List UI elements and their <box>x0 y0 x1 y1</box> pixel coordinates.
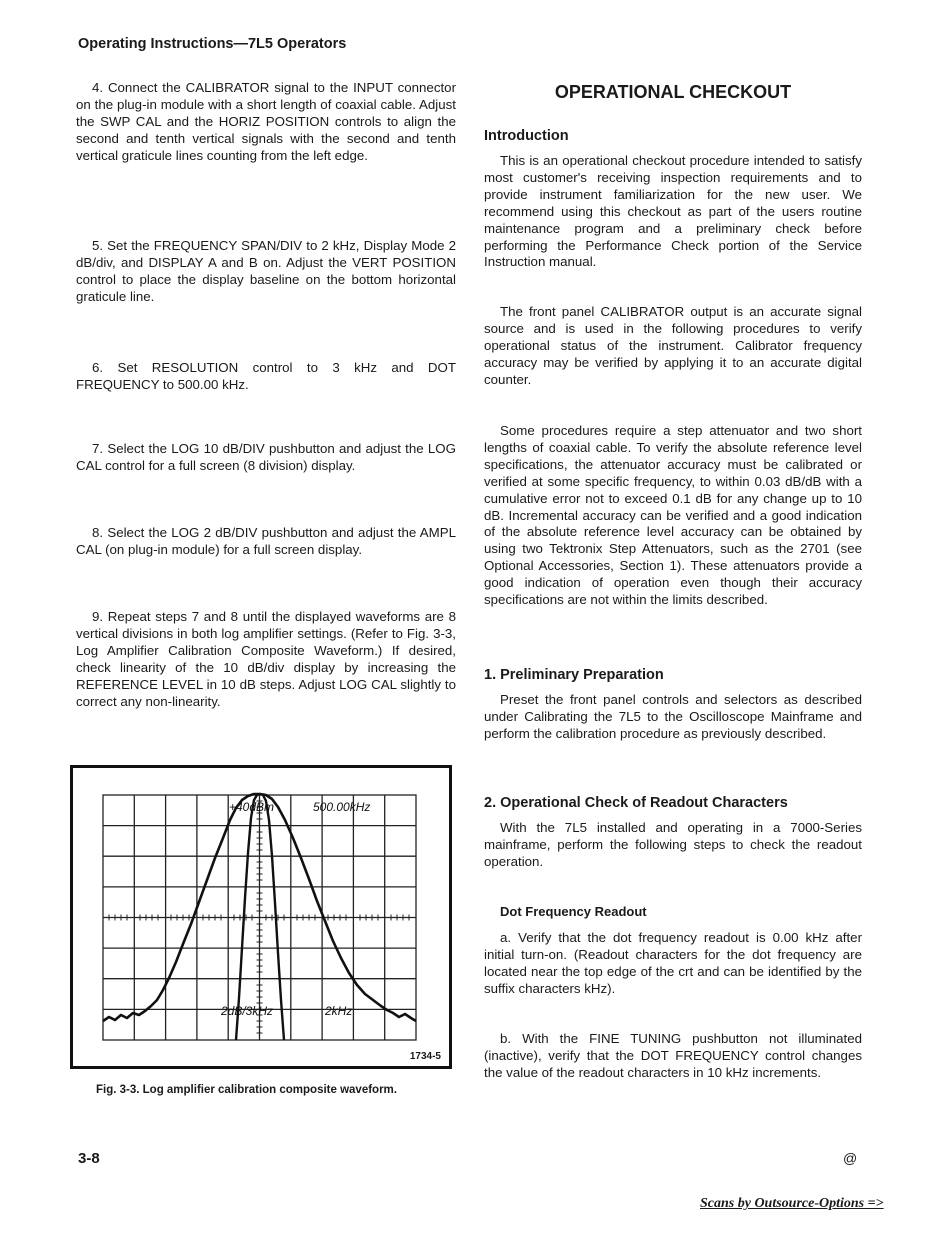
figure-number: 1734-5 <box>409 1051 441 1062</box>
dot-frequency-heading: Dot Frequency Readout <box>500 904 647 919</box>
left-step-4: 4. Connect the CALIBRATOR signal to the INPUT connector on the plug-in module with a short length of coaxial cable. Adjust the SWP CAL and the HORIZ POSITION controls to align the second and tenth vertical signals with the second and tenth vertical graticule lines counting from the left edge. <box>76 80 456 163</box>
section-2-text: With the 7L5 installed and operating in a 7000-Series mainframe, perform the following steps to check the readout operation. <box>484 820 862 869</box>
annotation-dot-frequency: 500.00kHz <box>313 800 371 814</box>
crt-graticule <box>73 768 449 1066</box>
introduction-paragraph-2: The front panel CALIBRATOR output is an accurate signal source and is used in the following procedures to verify operational status of the instrument. Calibrator frequency accuracy may be verified by applying it to an accurate digital counter. <box>484 304 862 387</box>
footer-symbol: @ <box>843 1150 858 1166</box>
introduction-paragraph-3: Some procedures require a step attenuator and two short lengths of coaxial cable. To verify the absolute reference level specifications, the attenuator accuracy must be calibrated or verified at some specific frequency, to within 0.03 dB/dB with a cumulative error not to exceed 0.1 dB for any change up to 10 dB. Incremental accuracy can be verified and a good indication of the absolute reference level accuracy can be obtained by using two Tektronix Step Attenuators, such as the 2701 (see Optional Accessories, Section 1). These attenuators provide a good indication of operation even though their accuracy specifications are not within the limits described. <box>484 423 862 608</box>
left-step-8: 8. Select the LOG 2 dB/DIV pushbutton and adjust the AMPL CAL (on plug-in module) for a full screen display. <box>76 525 456 557</box>
running-header: Operating Instructions—7L5 Operators <box>78 36 347 52</box>
annotation-reference-level: +40dBm <box>229 800 275 814</box>
section-2-heading: 2. Operational Check of Readout Characters <box>484 795 788 811</box>
left-step-6: 6. Set RESOLUTION control to 3 kHz and DOT FREQUENCY to 500.00 kHz. <box>76 360 456 392</box>
page-number: 3-8 <box>78 1150 100 1167</box>
introduction-heading: Introduction <box>484 128 569 144</box>
step-b-text: b. With the FINE TUNING pushbutton not illuminated (inactive), verify that the DOT FREQUENCY control changes the value of the readout characters in 10 kHz increments. <box>484 1031 862 1080</box>
left-step-5: 5. Set the FREQUENCY SPAN/DIV to 2 kHz, Display Mode 2 dB/div, and DISPLAY A and B on. Adjust the VERT POSITION control to place the display baseline on the bottom horizontal graticule line. <box>76 238 456 304</box>
page-title: OPERATIONAL CHECKOUT <box>554 82 792 102</box>
step-a-text: a. Verify that the dot frequency readout is 0.00 kHz after initial turn-on. (Readout characters for the dot frequency are located near the top edge of the crt and can be identified by the suffix characters kHz). <box>484 930 862 996</box>
annotation-display-resolution: 2dB/3kHz <box>221 1004 274 1018</box>
introduction-paragraph-1: This is an operational checkout procedure intended to satisfy most customer's receiving inspection requirements and to provide instrument familiarization for the new user. We recommend using this checkout as part of the users routine maintenance program and a preliminary check before performing the Performance Check portion of the Service Instruction manual. <box>484 153 862 270</box>
section-1-heading: 1. Preliminary Preparation <box>484 667 664 683</box>
figure-caption: Fig. 3-3. Log amplifier calibration composite waveform. <box>96 1084 397 1096</box>
annotation-span-per-div: 2kHz <box>325 1004 353 1018</box>
section-1-text: Preset the front panel controls and selectors as described under Calibrating the 7L5 to the Oscilloscope Mainframe and perform the calibration procedure as previously described. <box>484 692 862 741</box>
waveform-figure <box>70 765 452 1069</box>
left-step-9: 9. Repeat steps 7 and 8 until the displayed waveforms are 8 vertical divisions in both log amplifier settings. (Refer to Fig. 3-3, Log Amplifier Calibration Composite Waveform.) If desired, check linearity of the 10 dB/div display by increasing the REFERENCE LEVEL in 10 dB steps. Adjust LOG CAL slightly to correct any non-linearity. <box>76 609 456 709</box>
left-step-7: 7. Select the LOG 10 dB/DIV pushbutton and adjust the LOG CAL control for a full screen (8 division) display. <box>76 441 456 473</box>
scan-credit-link[interactable]: Scans by Outsource-Options => <box>700 1196 884 1211</box>
